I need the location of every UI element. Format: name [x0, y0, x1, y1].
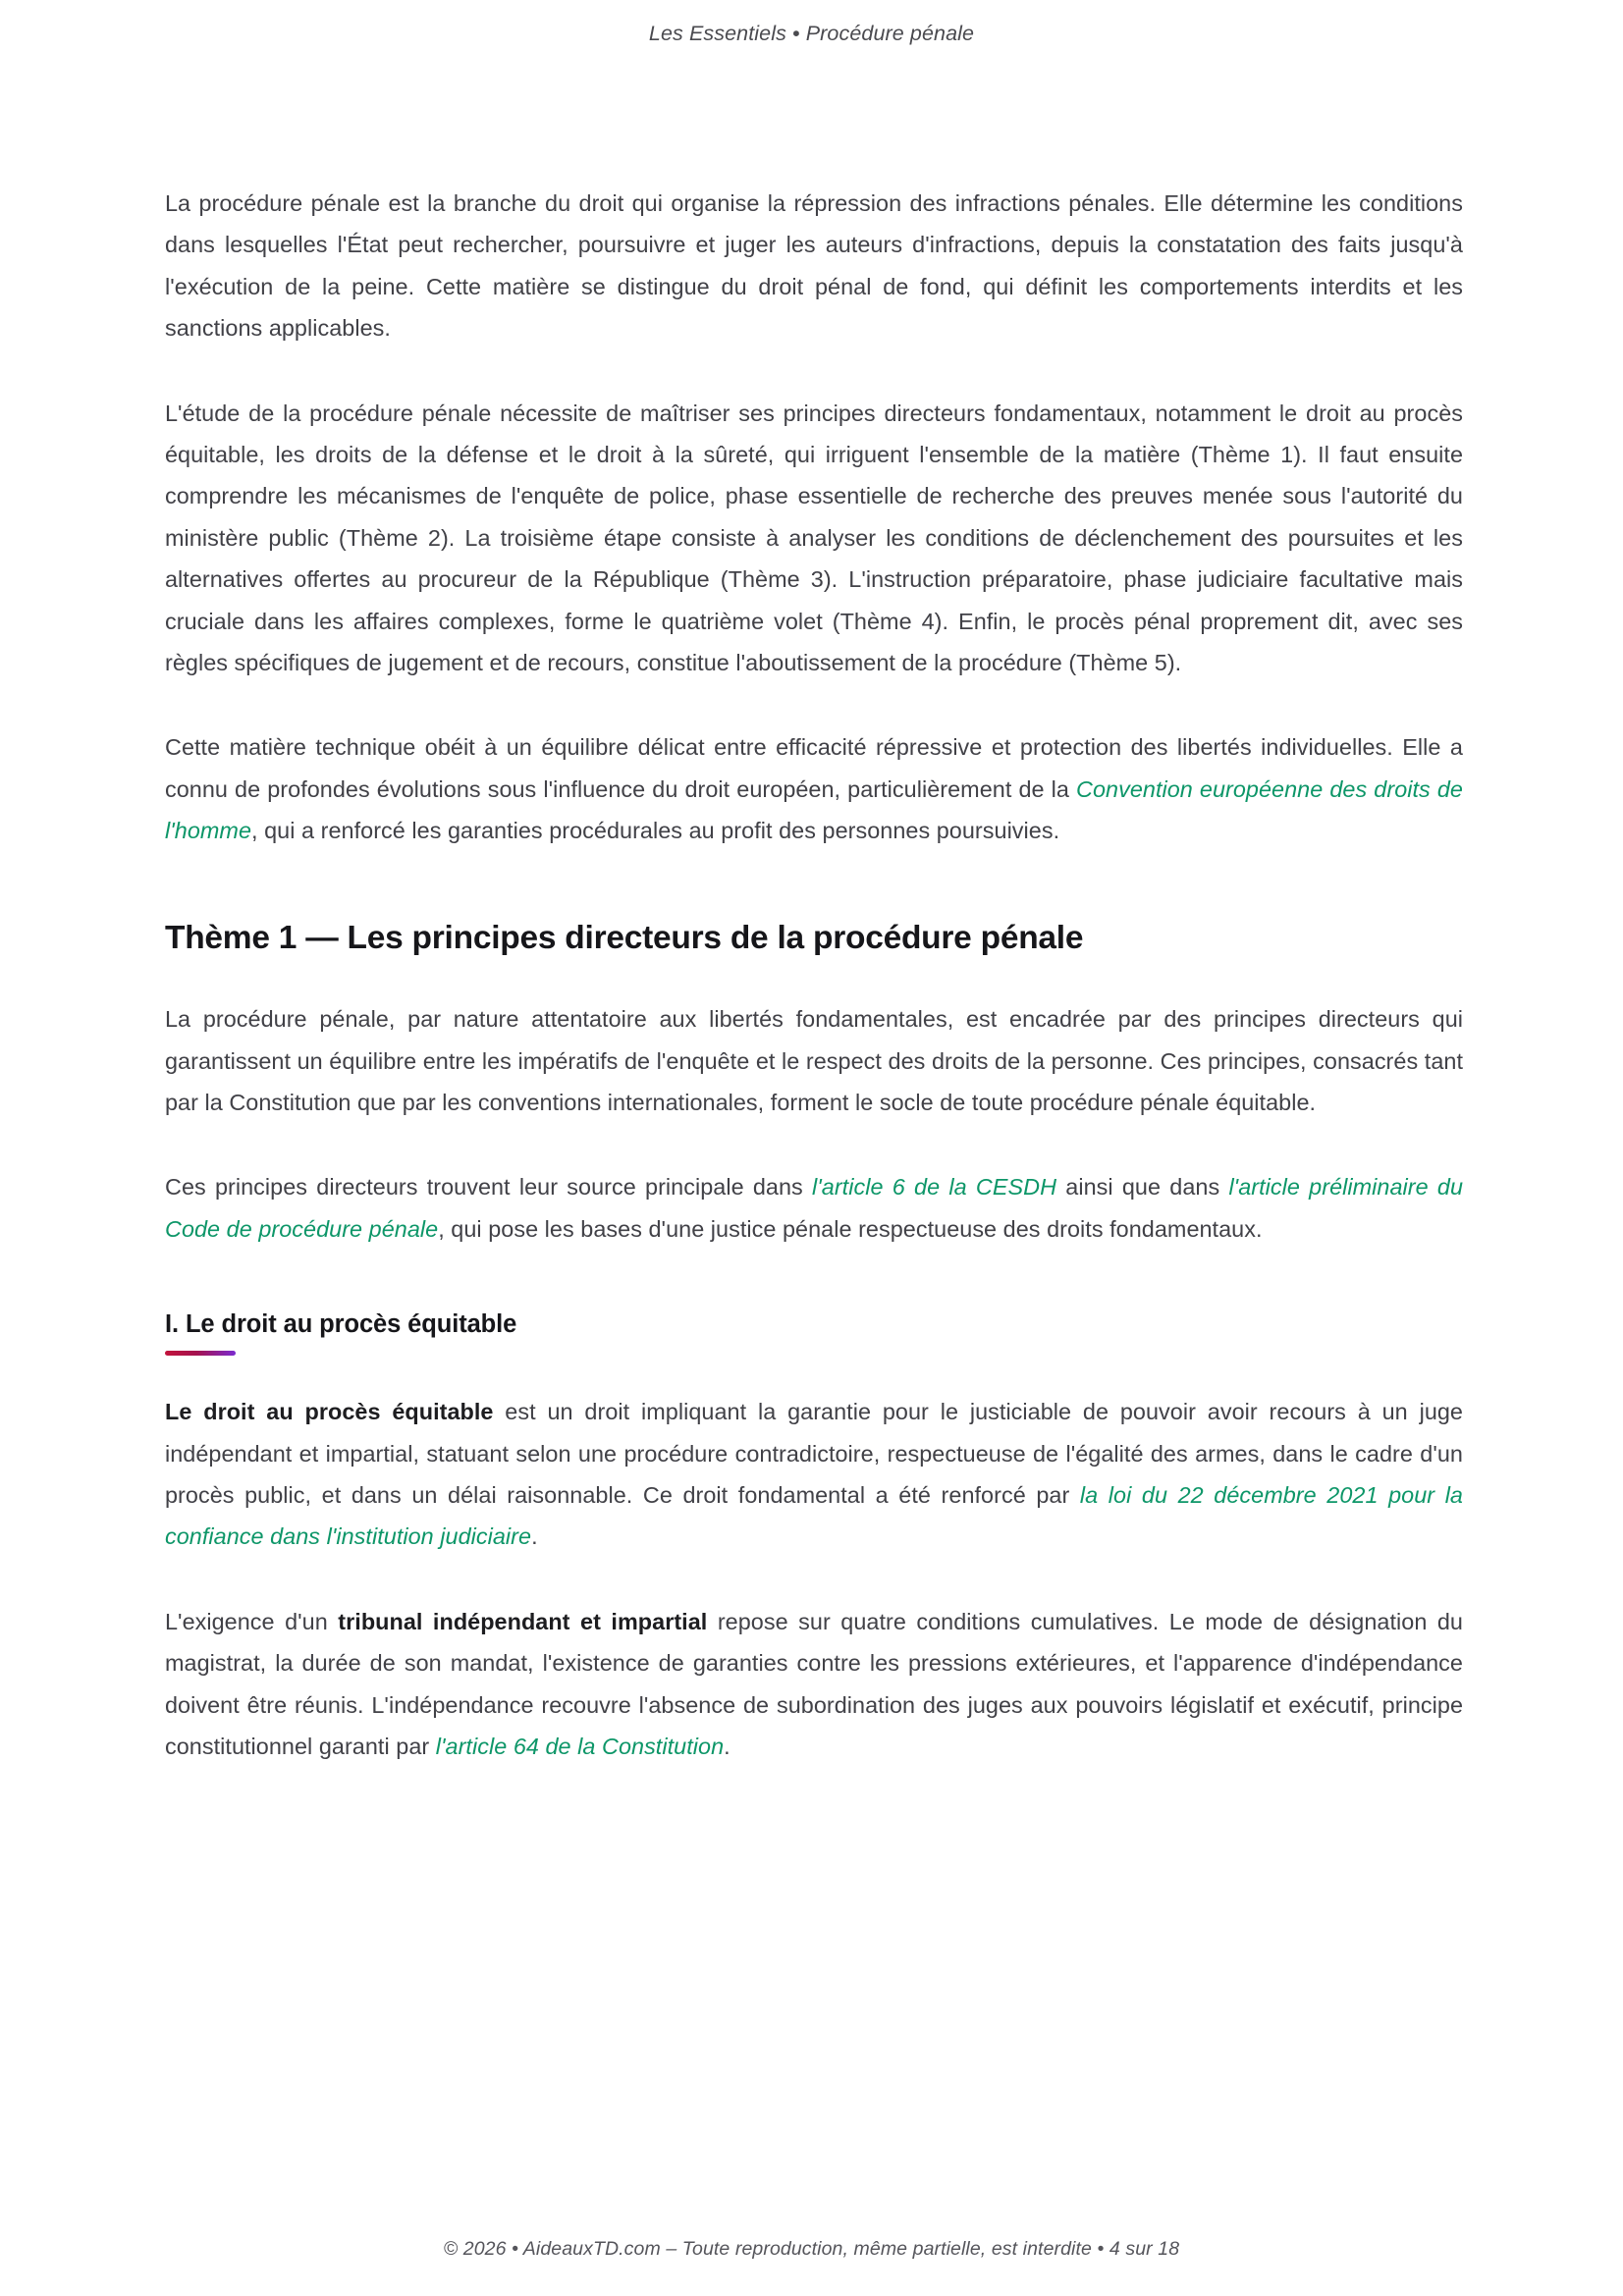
paragraph-intro-3-part1: Cette matière technique obéit à un équilibre délicat entre efficacité répressive et protection des libertés individuelles. Elle a connu de profondes évolutions sous l'influence du droit européen, particulièrement de la [165, 734, 1463, 802]
paragraph-sub-2-part1: L'exigence d'un [165, 1608, 339, 1634]
paragraph-theme-2-part1: Ces principes directeurs trouvent leur source principale dans [165, 1174, 813, 1201]
paragraph-sub-1-part2: . [531, 1523, 538, 1550]
link-article-6-cesdh[interactable]: l'article 6 de la CESDH [812, 1174, 1057, 1201]
paragraph-intro-1-text: La procédure pénale est la branche du droit qui organise la répression des infractions pénales. Elle détermine les conditions dans lesquelles l'État peut rechercher, poursuivre et juger les auteurs d'infractions, depuis la constatation des faits jusqu'à l'exécution de la peine. Cette matière se distingue du droit pénal de fond, qui définit les comportements interdits et les sanctions applicables. [165, 190, 1463, 342]
paragraph-theme-2 [165, 1166, 1463, 1250]
subsection-heading-block [165, 1310, 1463, 1356]
paragraph-sub-2 [165, 1601, 1463, 1768]
running-header: Les Essentiels • Procédure pénale [648, 22, 975, 45]
paragraph-theme-1 [165, 998, 1463, 1123]
paragraph-sub-2-part3: . [724, 1734, 730, 1760]
paragraph-sub-2-part2: repose sur quatre conditions cumulatives. Le mode de désignation du magistrat, la durée de son mandat, l'existence de garanties contre les pressions extérieures, et l'apparence d'indépendance doivent être réunis. L'indépendance recouvre l'absence de subordination des juges aux pouvoirs législatif et exécutif, principe constitutionnel garanti par [165, 1608, 1463, 1760]
bold-tribunal-independant: tribunal indépendant et impartial [338, 1608, 708, 1634]
paragraph-sub-1 [165, 1391, 1463, 1558]
link-article-64-constitution[interactable]: l'article 64 de la Constitution [435, 1734, 725, 1760]
link-loi-22-decembre-2021[interactable]: la loi du 22 décembre 2021 pour la confiance dans l'institution judiciaire [165, 1482, 1463, 1550]
paragraph-theme-2-part2: ainsi que dans [1056, 1174, 1229, 1201]
accent-bar [165, 1351, 236, 1356]
document-body [165, 183, 1463, 1768]
paragraph-theme-1-text: La procédure pénale, par nature attentatoire aux libertés fondamentales, est encadrée par des principes directeurs qui garantissent un équilibre entre les impératifs de l'enquête et le respect des droits de la personne. Ces principes, consacrés tant par la Constitution que par les conventions internationales, forment le socle de toute procédure pénale équitable. [165, 1006, 1463, 1116]
paragraph-intro-1 [165, 183, 1463, 349]
paragraph-intro-3-part2: , qui a renforcé les garanties procédurales au profit des personnes poursuivies. [251, 818, 1060, 844]
running-footer: © 2026 • AideauxTD.com – Toute reproduction, même partielle, est interdite • 4 sur 18 [443, 2238, 1180, 2260]
link-article-preliminaire-cpp[interactable]: l'article préliminaire du Code de procédure pénale [165, 1174, 1464, 1242]
theme-heading: Thème 1 — Les principes directeurs de la procédure pénale [165, 919, 1084, 956]
link-convention-europeenne[interactable]: Convention européenne des droits de l'homme [165, 775, 1463, 844]
bold-droit-proces-equitable: Le droit au procès équitable [165, 1399, 494, 1425]
paragraph-intro-3 [165, 726, 1463, 851]
paragraph-theme-2-part3: , qui pose les bases d'une justice pénale respectueuse des droits fondamentaux. [438, 1215, 1263, 1242]
paragraph-sub-1-part1: est un droit impliquant la garantie pour le justiciable de pouvoir avoir recours à un juge indépendant et impartial, statuant selon une procédure contradictoire, respectueuse de l'égalité des armes, dans le cadre d'un procès public, et dans un délai raisonnable. Ce droit fondamental a été renforcé par [165, 1399, 1463, 1509]
paragraph-intro-2 [165, 393, 1463, 684]
sub-heading: I. Le droit au procès équitable [165, 1310, 517, 1339]
paragraph-intro-2-text: L'étude de la procédure pénale nécessite de maîtriser ses principes directeurs fondamentaux, notamment le droit au procès équitable, les droits de la défense et le droit à la sûreté, qui irriguent l'ensemble de la matière (Thème 1). Il faut ensuite comprendre les mécanismes de l'enquête de police, phase essentielle de recherche des preuves menée sous l'autorité du ministère public (Thème 2). La troisième étape consiste à analyser les conditions de déclenchement des poursuites et les alternatives offertes au procureur de la République (Thème 3). L'instruction préparatoire, phase judiciaire facultative mais cruciale dans les affaires complexes, forme le quatrième volet (Thème 4). Enfin, le procès pénal proprement dit, avec ses règles spécifiques de jugement et de recours, constitue l'aboutissement de la procédure (Thème 5). [165, 400, 1463, 676]
